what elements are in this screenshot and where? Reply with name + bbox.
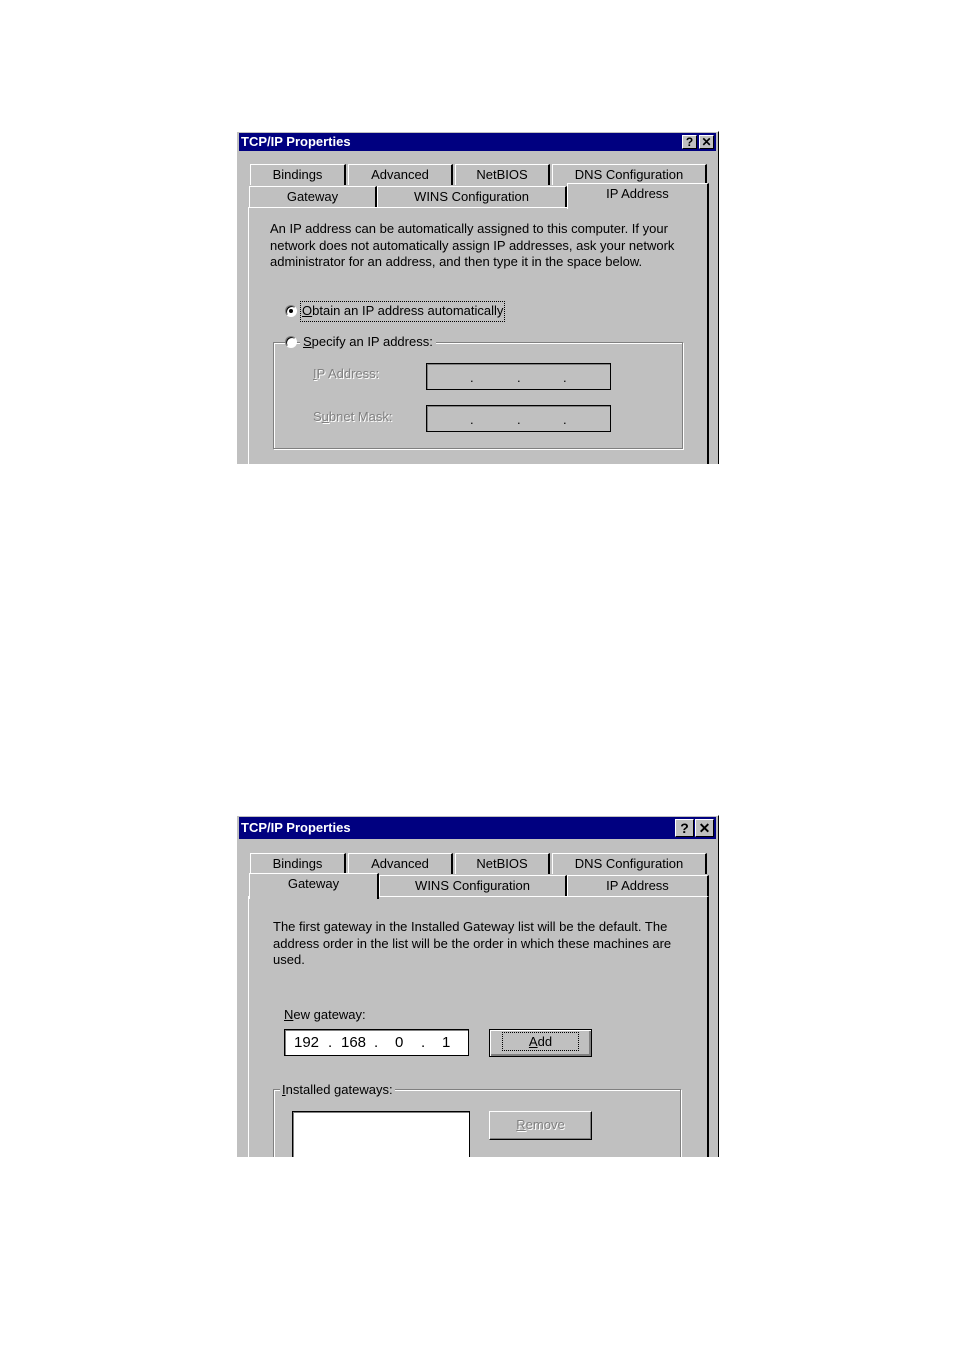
ip-separator: . bbox=[470, 412, 474, 427]
tab-wins-configuration[interactable]: WINS Configuration bbox=[379, 875, 567, 896]
tab-advanced[interactable]: Advanced bbox=[348, 164, 453, 185]
new-gateway-label: New gateway: bbox=[284, 1007, 366, 1022]
close-icon: ✕ bbox=[701, 135, 712, 149]
gateway-octet-3: 0 bbox=[395, 1034, 404, 1051]
close-button[interactable] bbox=[695, 819, 714, 837]
ip-separator: . bbox=[517, 370, 521, 385]
tab-bindings[interactable]: Bindings bbox=[250, 164, 346, 185]
tab-bindings[interactable]: Bindings bbox=[250, 853, 346, 874]
tab-gateway[interactable]: Gateway bbox=[249, 186, 377, 207]
tab-netbios[interactable]: NetBIOS bbox=[455, 853, 550, 874]
tab-dns-configuration[interactable]: DNS Configuration bbox=[552, 164, 707, 185]
close-icon: ✕ bbox=[698, 820, 711, 836]
ip-separator: . bbox=[563, 370, 567, 385]
ip-address-input[interactable] bbox=[426, 363, 611, 390]
gateway-octet-2: 168 bbox=[341, 1034, 367, 1051]
gateway-octet-1: 192 bbox=[294, 1034, 320, 1051]
tab-wins-configuration[interactable]: WINS Configuration bbox=[377, 186, 567, 207]
gateway-octet-4: 1 bbox=[442, 1034, 451, 1051]
specify-ip-radio[interactable] bbox=[285, 336, 297, 348]
tab-ip-address[interactable]: IP Address bbox=[567, 183, 709, 209]
ip-separator: . bbox=[374, 1034, 379, 1051]
ip-separator: . bbox=[563, 412, 567, 427]
subnet-mask-input[interactable] bbox=[426, 405, 611, 432]
remove-button[interactable]: Remove bbox=[489, 1111, 592, 1140]
tcpip-dialog-ip-address bbox=[236, 131, 719, 464]
description-text: An IP address can be automatically assigned to this computer. If your network does not automatically assign IP addresses, ask your network administrator for an address, and then type it in the space below. bbox=[270, 221, 675, 269]
ip-separator: . bbox=[421, 1034, 426, 1051]
tcpip-dialog-gateway bbox=[236, 815, 719, 1157]
installed-gateways-label: Installed gateways: bbox=[282, 1082, 393, 1097]
ip-separator: . bbox=[517, 412, 521, 427]
add-button[interactable] bbox=[489, 1029, 592, 1057]
ip-separator: . bbox=[470, 370, 474, 385]
tab-advanced[interactable]: Advanced bbox=[348, 853, 453, 874]
help-icon: ? bbox=[685, 135, 694, 149]
help-icon: ? bbox=[680, 820, 689, 836]
subnet-mask-label: Subnet Mask: bbox=[313, 409, 393, 424]
specify-ip-groupbox bbox=[273, 342, 683, 449]
radio-dot bbox=[289, 309, 293, 313]
installed-gateways-list[interactable] bbox=[292, 1111, 470, 1157]
obtain-ip-label[interactable]: Obtain an IP address automatically bbox=[302, 303, 504, 318]
add-button-label: Add bbox=[504, 1034, 577, 1049]
title-bar[interactable] bbox=[239, 817, 716, 839]
tab-netbios[interactable]: NetBIOS bbox=[455, 164, 550, 185]
new-gateway-input[interactable] bbox=[284, 1029, 469, 1056]
description-text: The first gateway in the Installed Gateway list will be the default. The address order in the list will be the order in which these machines are used. bbox=[273, 919, 672, 967]
close-button[interactable] bbox=[699, 135, 714, 149]
specify-ip-label[interactable]: Specify an IP address: bbox=[300, 334, 436, 351]
window-title: TCP/IP Properties bbox=[241, 134, 351, 149]
help-button[interactable] bbox=[682, 135, 697, 149]
ip-address-label: IP Address: bbox=[313, 366, 380, 381]
tab-gateway[interactable]: Gateway bbox=[249, 873, 379, 899]
obtain-ip-radio[interactable] bbox=[285, 305, 297, 317]
tab-ip-address[interactable]: IP Address bbox=[567, 875, 709, 896]
title-bar[interactable] bbox=[239, 133, 716, 151]
tab-dns-configuration[interactable]: DNS Configuration bbox=[552, 853, 707, 874]
help-button[interactable] bbox=[675, 819, 694, 837]
ip-separator: . bbox=[328, 1034, 333, 1051]
window-title: TCP/IP Properties bbox=[241, 820, 351, 835]
